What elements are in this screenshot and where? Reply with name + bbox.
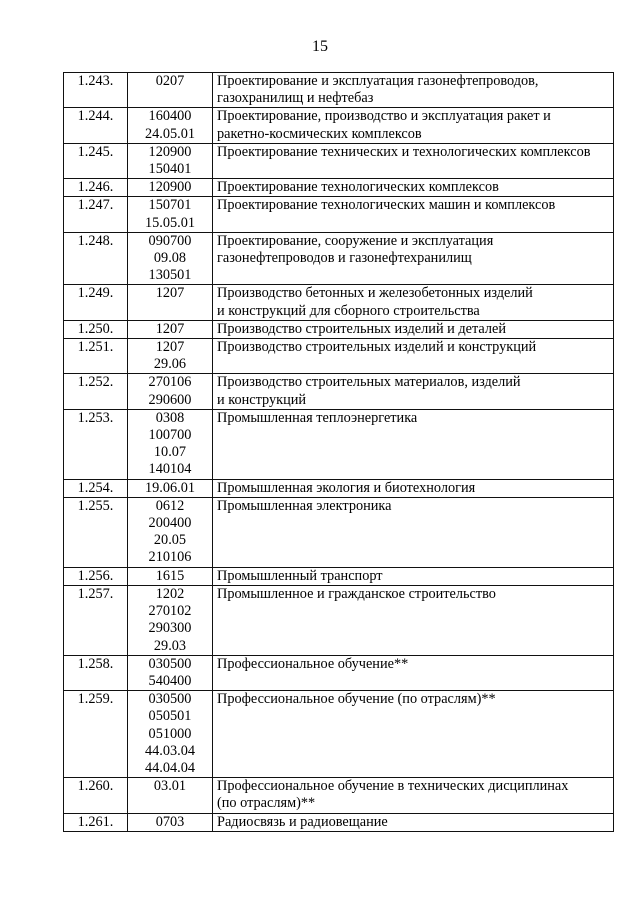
row-number: 1.244.: [64, 108, 128, 143]
table-row: [64, 108, 614, 143]
specialty-name-line: Проектирование, производство и эксплуатация ракет и: [217, 108, 551, 125]
table-row: [64, 479, 614, 497]
specialty-code: 1207: [155, 285, 185, 302]
table-row: [64, 285, 614, 320]
specialty-name-cell: [213, 567, 614, 585]
specialty-code: 540400: [148, 672, 192, 689]
table-row: [64, 813, 614, 831]
specialty-name-cell: [213, 655, 614, 690]
specialty-name-line: Промышленная теплоэнергетика: [217, 409, 418, 426]
specialty-code: 200400: [148, 515, 192, 532]
row-number: 1.250.: [64, 320, 128, 338]
specialty-code: 29.03: [153, 637, 187, 654]
specialty-code: 20.05: [153, 532, 187, 549]
specialty-name-line: Промышленное и гражданское строительство: [217, 585, 496, 602]
specialty-code: 160400: [148, 108, 192, 125]
specialty-code: 44.04.04: [144, 759, 196, 776]
specialty-name-line: газохранилищ и нефтебаз: [217, 90, 374, 107]
specialties-table: [63, 72, 614, 832]
specialty-code: 270102: [148, 603, 192, 620]
specialty-code: 130501: [148, 267, 192, 284]
row-number: 1.259.: [64, 691, 128, 778]
specialty-name-cell: [213, 320, 614, 338]
specialty-name-cell: [213, 813, 614, 831]
row-number: 1.253.: [64, 409, 128, 479]
specialty-code: 1615: [155, 567, 185, 584]
specialty-codes-cell: [128, 320, 213, 338]
specialty-name-line: Проектирование технологических машин и комплексов: [217, 197, 556, 214]
specialty-code: 030500: [148, 655, 192, 672]
specialty-codes-cell: [128, 813, 213, 831]
table-row: [64, 778, 614, 813]
specialty-code: 1207: [155, 320, 185, 337]
table-row: [64, 232, 614, 285]
specialty-name-line: Профессиональное обучение в технических дисциплинах: [217, 778, 569, 795]
page-number: 15: [312, 38, 328, 55]
specialty-code: 290300: [148, 620, 192, 637]
specialty-code: 15.05.01: [144, 214, 196, 231]
specialty-name-line: Радиосвязь и радиовещание: [217, 813, 388, 830]
table-row: [64, 655, 614, 690]
specialty-name-line: Производство строительных изделий и конструкций: [217, 339, 537, 356]
row-number: 1.249.: [64, 285, 128, 320]
specialty-codes-cell: [128, 691, 213, 778]
specialty-name-cell: [213, 73, 614, 108]
specialty-name-cell: [213, 409, 614, 479]
specialty-name-line: Производство бетонных и железобетонных изделий: [217, 285, 533, 302]
table-row: [64, 409, 614, 479]
specialty-name-line: газонефтепроводов и газонефтехранилищ: [217, 250, 472, 267]
specialty-codes-cell: [128, 567, 213, 585]
specialty-name-line: Проектирование технических и технологических комплексов: [217, 143, 591, 160]
specialty-code: 09.08: [153, 250, 187, 267]
specialty-name-line: Профессиональное обучение**: [217, 655, 409, 672]
specialty-codes-cell: [128, 197, 213, 232]
table-row: [64, 179, 614, 197]
specialty-name-line: Проектирование технологических комплексов: [217, 179, 499, 196]
row-number: 1.246.: [64, 179, 128, 197]
specialty-codes-cell: [128, 285, 213, 320]
row-number: 1.243.: [64, 73, 128, 108]
row-number: 1.256.: [64, 567, 128, 585]
specialty-name-line: ракетно-космических комплексов: [217, 125, 422, 142]
specialty-codes-cell: [128, 655, 213, 690]
specialty-name-cell: [213, 143, 614, 178]
table-row: [64, 197, 614, 232]
specialty-codes-cell: [128, 73, 213, 108]
specialty-code: 0703: [155, 813, 185, 830]
specialty-code: 0207: [155, 73, 185, 89]
specialty-code: 030500: [148, 691, 192, 708]
specialty-codes-cell: [128, 179, 213, 197]
specialty-codes-cell: [128, 497, 213, 567]
specialty-codes-cell: [128, 479, 213, 497]
specialty-name-line: Профессиональное обучение (по отраслям)**: [217, 691, 496, 708]
specialty-code: 290600: [148, 391, 192, 408]
row-number: 1.247.: [64, 197, 128, 232]
specialty-code: 29.06: [153, 356, 187, 373]
specialty-name-line: Промышленная электроника: [217, 497, 392, 514]
specialty-code: 150401: [148, 161, 192, 178]
row-number: 1.255.: [64, 497, 128, 567]
table-row: [64, 497, 614, 567]
specialty-code: 270106: [148, 374, 192, 391]
specialty-name-line: Производство строительных материалов, изделий: [217, 374, 521, 391]
table-row: [64, 339, 614, 374]
specialty-name-cell: [213, 374, 614, 409]
row-number: 1.261.: [64, 813, 128, 831]
specialty-name-cell: [213, 585, 614, 655]
row-number: 1.258.: [64, 655, 128, 690]
specialty-code: 090700: [148, 232, 192, 249]
table-row: [64, 691, 614, 778]
specialty-code: 0612: [155, 497, 185, 514]
row-number: 1.248.: [64, 232, 128, 285]
table-row: [64, 374, 614, 409]
specialties-table-body: [64, 73, 614, 832]
specialty-code: 051000: [148, 725, 192, 742]
specialty-name-line: Проектирование, сооружение и эксплуатация: [217, 232, 494, 249]
specialty-codes-cell: [128, 374, 213, 409]
specialty-name-line: Проектирование и эксплуатация газонефтепроводов,: [217, 73, 539, 89]
specialty-name-cell: [213, 108, 614, 143]
specialty-codes-cell: [128, 143, 213, 178]
table-row: [64, 143, 614, 178]
specialty-code: 19.06.01: [144, 479, 196, 496]
row-number: 1.254.: [64, 479, 128, 497]
specialty-name-cell: [213, 232, 614, 285]
specialty-name-line: Промышленная экология и биотехнология: [217, 479, 476, 496]
row-number: 1.252.: [64, 374, 128, 409]
specialty-code: 1202: [155, 585, 185, 602]
specialty-code: 24.05.01: [144, 125, 196, 142]
table-row: [64, 73, 614, 108]
specialty-codes-cell: [128, 339, 213, 374]
specialty-name-cell: [213, 691, 614, 778]
specialty-code: 100700: [148, 427, 192, 444]
specialty-code: 210106: [148, 549, 192, 566]
specialty-name-line: Промышленный транспорт: [217, 567, 383, 584]
specialty-code: 120900: [148, 143, 192, 160]
specialty-codes-cell: [128, 232, 213, 285]
specialty-name-cell: [213, 778, 614, 813]
specialty-name-line: и конструкций для сборного строительства: [217, 302, 480, 319]
table-row: [64, 320, 614, 338]
specialty-code: 0308: [155, 409, 185, 426]
specialty-codes-cell: [128, 108, 213, 143]
specialty-name-line: Производство строительных изделий и деталей: [217, 320, 507, 337]
specialty-codes-cell: [128, 409, 213, 479]
row-number: 1.257.: [64, 585, 128, 655]
table-row: [64, 567, 614, 585]
table-row: [64, 585, 614, 655]
specialty-code: 140104: [148, 461, 192, 478]
specialty-code: 10.07: [153, 444, 187, 461]
specialty-name-cell: [213, 179, 614, 197]
row-number: 1.245.: [64, 143, 128, 178]
specialty-name-cell: [213, 339, 614, 374]
specialty-name-cell: [213, 197, 614, 232]
specialty-name-cell: [213, 479, 614, 497]
specialty-codes-cell: [128, 778, 213, 813]
specialty-code: 03.01: [153, 778, 187, 795]
specialty-name-cell: [213, 497, 614, 567]
row-number: 1.260.: [64, 778, 128, 813]
specialty-codes-cell: [128, 585, 213, 655]
specialty-code: 120900: [148, 179, 192, 196]
specialty-code: 050501: [148, 708, 192, 725]
row-number: 1.251.: [64, 339, 128, 374]
specialty-name-line: (по отраслям)**: [217, 795, 316, 812]
specialty-code: 150701: [148, 197, 192, 214]
specialty-name-cell: [213, 285, 614, 320]
specialty-name-line: и конструкций: [217, 391, 307, 408]
specialty-code: 44.03.04: [144, 742, 196, 759]
specialty-code: 1207: [155, 339, 185, 356]
